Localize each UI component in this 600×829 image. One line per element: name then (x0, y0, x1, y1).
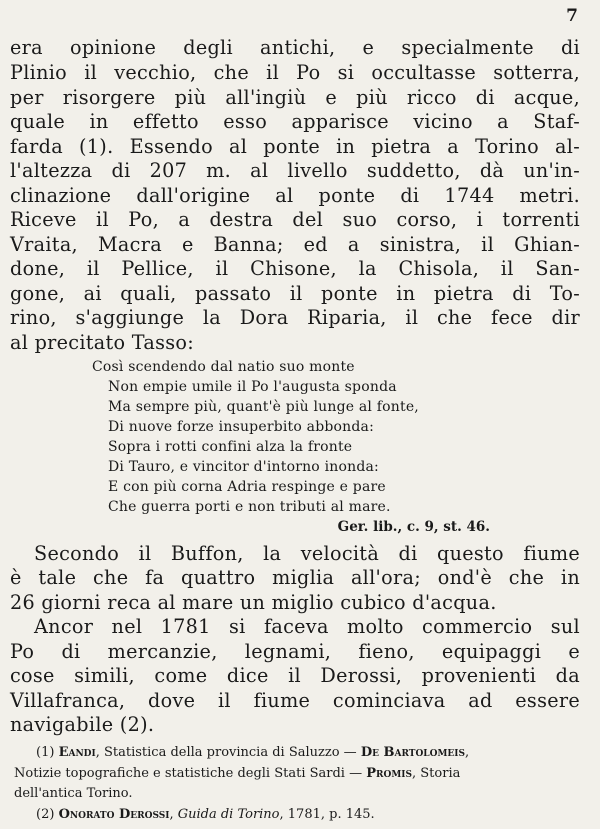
footnote-title: Guida di Torino (177, 807, 280, 822)
text-line: clinazione dall'origine al ponte di 1744 metri. (10, 184, 580, 207)
text-line: cose simili, come dice il Derossi, provenienti da (10, 664, 580, 687)
footnote-author: Promis (366, 766, 413, 781)
text-line: Villafranca, dove il fiume cominciava ad essere (10, 689, 580, 712)
footnote-author: Eandi (58, 745, 96, 760)
text-line: done, il Pellice, il Chisone, la Chisola, il San- (10, 257, 580, 280)
text-line: è tale che fa quattro miglia all'ora; ond'è che in (10, 566, 580, 589)
verse-line: Così scendendo dal natio suo monte (92, 359, 355, 375)
text-line: Secondo il Buffon, la velocità di questo fiume (34, 542, 580, 565)
verse-line: Di Tauro, e vincitor d'intorno inonda: (108, 459, 379, 475)
text-line: gone, ai quali, passato il ponte in pietra di To- (10, 282, 580, 305)
text-line: Po di mercanzie, legnami, fieno, equipaggi e (10, 640, 580, 663)
text-line: Vraita, Macra e Banna; ed a sinistra, il Ghian- (10, 233, 580, 256)
text-line: per risorgere più all'ingiù e più ricco di acque, (10, 86, 580, 109)
text-line: l'altezza di 207 m. al livello suddetto, dà un'in- (10, 159, 580, 182)
footnote-mark: (1) (36, 745, 55, 760)
footnote-1-line-3: dell'antica Torino. (14, 786, 133, 801)
verse-citation: Ger. lib., c. 9, st. 46. (337, 519, 490, 535)
footnote-1-line-2 (14, 763, 578, 784)
footnote-author: De Bartolomeis (360, 745, 466, 760)
verse-line: Ma sempre più, quant'è più lunge al fonte, (108, 399, 419, 415)
verse-line: E con più corna Adria respinge e pare (108, 479, 386, 495)
footnote-text: , 1781, p. 145. (279, 807, 375, 822)
text-line: era opinione degli antichi, e specialmente di (10, 36, 580, 59)
text-line: Plinio il vecchio, che il Po si occultasse sotterra, (10, 61, 580, 84)
verse-line: Sopra i rotti confini alza la fronte (108, 439, 353, 455)
text-line: 26 giorni reca al mare un miglio cubico d'acqua. (10, 591, 497, 614)
footnote-text: Notizie topografiche e statistiche degli Stati Sardi — (14, 766, 367, 781)
footnote-mark: (2) (36, 807, 55, 822)
verse-line: Che guerra porti e non tributi al mare. (108, 499, 391, 515)
text-line: farda (1). Essendo al ponte in pietra a Torino al- (10, 135, 580, 158)
verse-line: Non empie umile il Po l'augusta sponda (108, 379, 397, 395)
text-line: navigabile (2). (10, 713, 155, 736)
text-line: Ancor nel 1781 si faceva molto commercio sul (34, 615, 580, 638)
footnote-author: Onorato Derossi (58, 807, 170, 822)
text-line: rino, s'aggiunge la Dora Riparia, il che fece dir (10, 306, 580, 329)
text-line: Riceve il Po, a destra del suo corso, i torrenti (10, 208, 580, 231)
text-line: quale in effetto esso apparisce vicino a Staf- (10, 110, 580, 133)
footnote-text: , Statistica della provincia di Saluzzo — (95, 745, 361, 760)
footnote-1-line-1 (36, 742, 578, 763)
text-line: al precitato Tasso: (10, 331, 195, 354)
footnote-text: , Storia (412, 766, 461, 781)
verse-line: Di nuove forze insuperbito abbonda: (108, 419, 374, 435)
page-number: 7 (566, 6, 578, 26)
footnote-2: (2) Onorato Derossi, Guida di Torino, 1781, p. 145. (36, 807, 375, 822)
footnote-text: , (465, 745, 470, 760)
